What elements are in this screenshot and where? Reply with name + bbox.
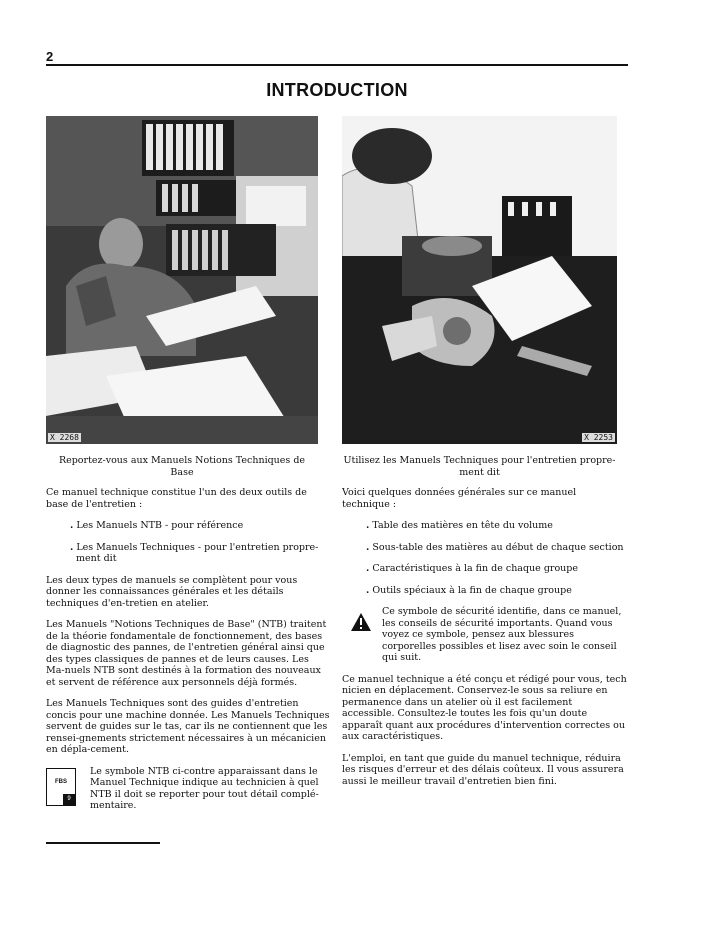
page-number: 2 [46, 49, 54, 64]
caption-left: Reportez-vous aux Manuels Notions Techniques de Base [58, 455, 306, 478]
right-column [342, 487, 627, 797]
list-item: . Les Manuels Techniques - pour l'entretien propre-ment dit [70, 541, 319, 564]
right-paragraph-2: L'emploi, en tant que guide du manuel technique, réduira les risques d'erreur et des délais coûteux. Il vous assurera aussi le meilleur travail d'entretien bien fini. [342, 752, 624, 787]
photo-technician-working-illustration [342, 116, 617, 444]
photo-reference-right: X 2253 [584, 433, 613, 442]
photo-technician-working [342, 116, 617, 444]
page-title: INTRODUCTION [266, 80, 408, 100]
footnote-rule [46, 842, 160, 844]
list-item: . Les Manuels NTB - pour référence [70, 520, 244, 531]
left-intro: Ce manuel technique constitue l'un des deux outils de base de l'entretien : [46, 487, 307, 510]
top-rule [46, 64, 628, 66]
safety-note-text: Ce symbole de sécurité identifie, dans ce manuel, les conseils de sécurité importants. Quand vous voyez ce symbole, pensez aux blessures corporelles possibles et lisez avec soin le conseil qui suit. [382, 606, 622, 663]
photo-technician-reading [46, 116, 318, 444]
photo-technician-reading-illustration [46, 116, 318, 444]
caption-right: Utilisez les Manuels Techniques pour l'entretien propre-ment dit [343, 455, 616, 478]
left-paragraph-3: Les Manuels Techniques sont des guides d'entretien concis pour une machine donnée. Les Manuels Techniques servent de guides sur le tas, car ils ne contiennent que les rensei-gnements strictement nécessaires à un mécanicien en dépla-cement. [46, 698, 330, 755]
ntb-note-text: Le symbole NTB ci-contre apparaissant dans le Manuel Technique indique au technicien à quel NTB il doit se reporter pour tout détail complé-mentaire. [90, 765, 319, 811]
left-bullet-list [46, 520, 330, 565]
left-paragraph-2: Les Manuels "Notions Techniques de Base" (NTB) traitent de la théorie fondamentale de fonctionnement, des bases de diagnostic des pannes, de l'entretien général ainsi que des types classiques de pannes et de leurs causes. Les Ma-nuels NTB sont destinés à la formation des nouveaux et servent de référence aux personnels déjà formés. [46, 619, 327, 688]
right-paragraph-1: Ce manuel technique a été conçu et rédigé pour vous, tech nicien en déplacement. Conservez-le sous sa reliure en permanence dans un atelier où il est facilement accessible. Consultez-le toutes les fois qu'un doute apparaît quant aux procédures d'intervention correctes ou aux caractéristiques. [342, 673, 627, 742]
ntb-symbol-icon: FBS 9 [46, 768, 76, 806]
right-bullet-list [342, 520, 627, 596]
list-item: . Table des matières en tête du volume [366, 520, 553, 531]
safety-alert-icon [350, 612, 372, 632]
list-item: . Caractéristiques à la fin de chaque groupe [366, 563, 578, 574]
list-item: . Sous-table des matières au début de chaque section [366, 541, 624, 553]
photo-reference-left: X 2268 [50, 433, 79, 442]
list-item: . Outils spéciaux à la fin de chaque groupe [366, 584, 572, 596]
safety-note [342, 606, 627, 664]
right-intro: Voici quelques données générales sur ce manuel technique : [342, 487, 577, 510]
left-column [46, 487, 330, 812]
ntb-symbol-note [46, 766, 330, 812]
left-paragraph-1: Les deux types de manuels se complètent pour vous donner les connaissances générales et les détails techniques d'en-tretien en atelier. [46, 574, 298, 609]
